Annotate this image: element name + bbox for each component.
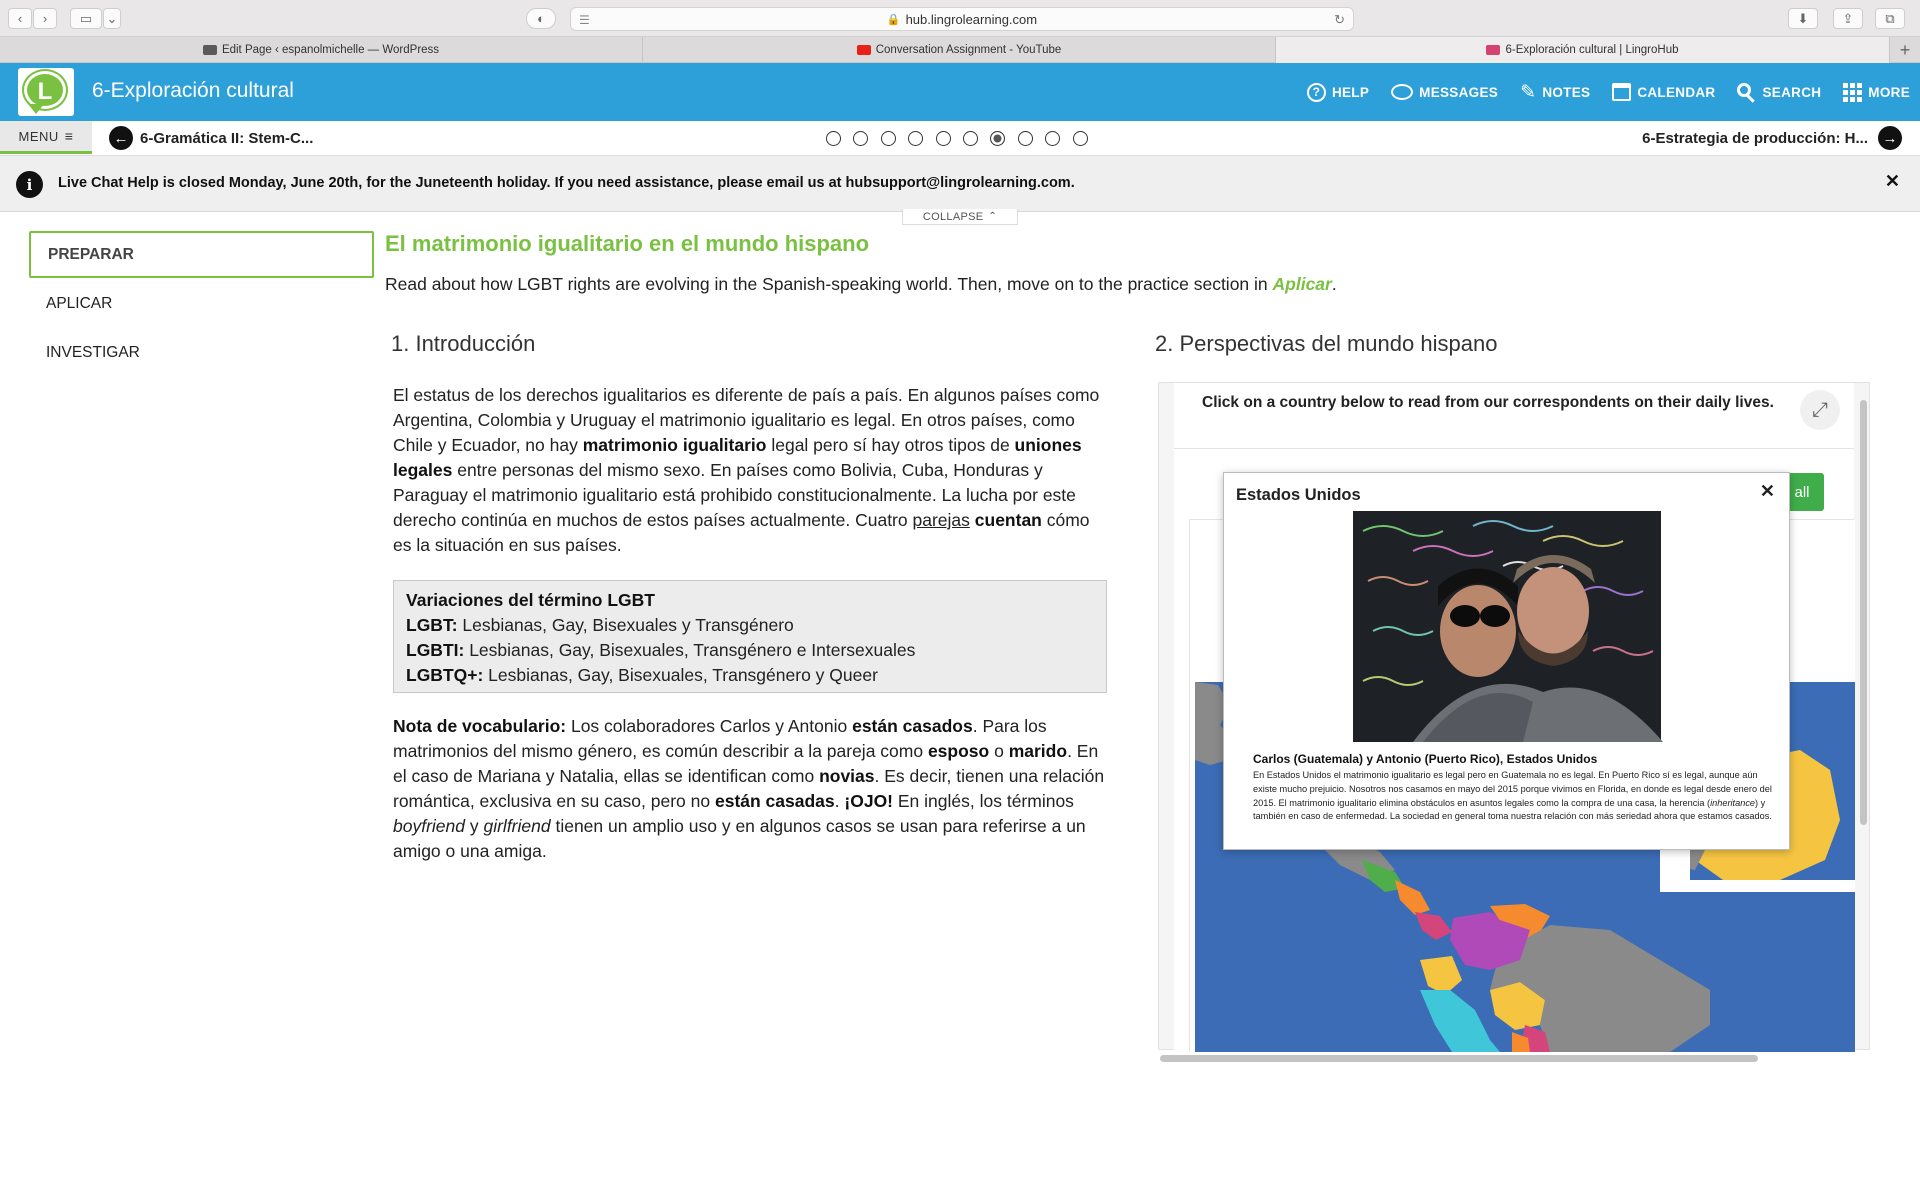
panel-divider [1174, 448, 1854, 449]
forward-button[interactable]: › [33, 8, 57, 29]
close-icon[interactable]: ✕ [1759, 481, 1775, 501]
header-nav [1285, 63, 1910, 121]
search-icon [1737, 83, 1756, 102]
logo-letter: L [37, 78, 53, 105]
map-tile-gap [1660, 880, 1855, 892]
intro-text: Read about how LGBT rights are evolving in the Spanish-speaking world. Then, move on to the practice section in [385, 274, 1273, 294]
section-item-investigar[interactable]: INVESTIGAR [46, 343, 140, 361]
lesson-intro [385, 274, 1337, 295]
alert-text: Live Chat Help is closed Monday, June 20th, for the Juneteenth holiday. If you need assistance, please email us at hubsupport@lingrolearning.com. [58, 175, 1075, 191]
page-dot[interactable] [881, 131, 896, 146]
page-dots [826, 131, 1100, 146]
back-button[interactable]: ‹ [8, 8, 32, 29]
page-dot[interactable] [1045, 131, 1060, 146]
youtube-icon [857, 45, 871, 55]
more-button[interactable] [1843, 83, 1910, 102]
lingrohub-icon [1486, 45, 1500, 55]
terms-box [393, 580, 1107, 693]
caption-italic: inheritance [1710, 797, 1756, 808]
browser-tab-youtube[interactable] [643, 37, 1276, 63]
help-icon: ? [1307, 83, 1326, 102]
vocabulary-note: Nota de vocabulario: Los colaboradores Carlos y Antonio están casados. Para los matrimonios del mismo género, es común describir a la pareja como esposo o marido. En el caso de Mariana y Natalia, ellas se identifican como novias. Es decir, tienen una relación romántica, exclusiva en su caso, pero no están casadas. ¡OJO! En inglés, los términos boyfriend y girlfriend tienen un amplio uso y en algunos casos se usan para referirse a un amigo o una amiga. [393, 716, 1105, 861]
terms-box-title: Variaciones del término LGBT [406, 590, 655, 610]
alert-banner [0, 156, 1920, 212]
page-title: 6-Exploración cultural [92, 79, 294, 102]
panel-instructions: Click on a country below to read from our correspondents on their daily lives. [1202, 394, 1774, 411]
hamburger-icon: ≡ [64, 128, 74, 144]
show-all-button[interactable]: all [1780, 473, 1824, 511]
page-dot[interactable] [908, 131, 923, 146]
lesson-nav [0, 121, 1920, 156]
term-label: LGBTI: [406, 640, 465, 660]
section-heading-perspectivas: 2. Perspectivas del mundo hispano [1155, 331, 1498, 356]
collapse-label: COLLAPSE [922, 210, 984, 223]
messages-button[interactable] [1391, 84, 1498, 100]
aplicar-link[interactable]: Aplicar [1272, 274, 1332, 294]
browser-toolbar [0, 0, 1920, 37]
couple-photo [1353, 511, 1661, 742]
notes-icon: ✎ [1520, 81, 1537, 103]
term-label: LGBTQ+: [406, 665, 484, 685]
help-button[interactable] [1307, 83, 1369, 102]
calendar-label: CALENDAR [1637, 84, 1716, 100]
popup-caption-body [1253, 769, 1777, 824]
new-tab-button[interactable]: + [1899, 39, 1911, 60]
menu-label: MENU [18, 128, 59, 144]
page-dot[interactable] [1073, 131, 1088, 146]
page-dot[interactable] [826, 131, 841, 146]
help-label: HELP [1331, 84, 1370, 100]
next-arrow-icon[interactable]: → [1878, 126, 1902, 150]
reload-icon[interactable]: ↻ [1334, 12, 1345, 27]
tab-strip [0, 37, 1920, 63]
messages-label: MESSAGES [1419, 84, 1499, 100]
more-label: MORE [1868, 84, 1910, 100]
section-heading-introduccion: 1. Introducción [391, 331, 536, 356]
intro-paragraph: El estatus de los derechos igualitarios es diferente de país a país. En algunos países como Argentina, Colombia y Uruguay el matrimonio igualitario es legal. En otros países, como Chile y Ecuador, no hay matrimonio igualitario legal pero sí hay otros tipos de uniones legales entre personas del mismo sexo. En países como Bolivia, Cuba, Honduras y Paraguay el matrimonio igualitario está prohibido constitucionalmente. La lucha por este derecho continúa en muchos de estos países actualmente. Cuatro parejas cuentan cómo es la situación en sus países. [393, 385, 1100, 555]
close-icon[interactable]: ✕ [1884, 171, 1900, 191]
menu-button[interactable] [0, 121, 92, 154]
popup-title: Estados Unidos [1236, 486, 1361, 504]
search-label: SEARCH [1762, 84, 1822, 100]
lesson-heading: El matrimonio igualitario en el mundo hispano [385, 231, 870, 256]
popup-caption-title: Carlos (Guatemala) y Antonio (Puerto Rico), Estados Unidos [1253, 752, 1598, 766]
search-button[interactable] [1737, 83, 1821, 102]
ocean-label: Océano Pacífico [1272, 1167, 1412, 1188]
url-text: hub.lingrolearning.com [905, 11, 1038, 27]
privacy-shield-icon[interactable]: ◐ [526, 8, 556, 29]
caption-text: ) y también en caso de enfermedad. La sociedad en general toma nuestra relación con más seriedad ahora que estamos casados. [1253, 797, 1772, 822]
wordpress-icon [203, 45, 217, 55]
info-icon: i [16, 171, 43, 198]
lock-icon: 🔒 [886, 13, 901, 26]
tab-label: 6-Exploración cultural | LingroHub [1505, 44, 1679, 56]
section-menu [29, 231, 374, 378]
intro-punctuation: . [1331, 274, 1337, 294]
tab-label: Edit Page ‹ espanolmichelle — WordPress [221, 44, 440, 56]
chevron-up-icon: ⌃ [988, 211, 998, 222]
tab-label: Conversation Assignment - YouTube [875, 44, 1062, 56]
next-lesson-link[interactable]: 6-Estrategia de producción: H... [1642, 130, 1868, 147]
chevron-down-icon[interactable]: ⌄ [103, 8, 121, 29]
browser-tab-wordpress[interactable] [0, 37, 643, 63]
section-item-preparar[interactable]: PREPARAR [29, 231, 374, 278]
previous-arrow-icon[interactable]: ← [109, 126, 133, 150]
previous-lesson-link[interactable]: 6-Gramática II: Stem-C... [140, 130, 314, 147]
section-item-aplicar[interactable]: APLICAR [46, 294, 113, 312]
page-dot[interactable] [936, 131, 951, 146]
term-label: LGBT: [406, 615, 458, 635]
messages-icon [1391, 84, 1413, 100]
page-dot[interactable] [853, 131, 868, 146]
calendar-button[interactable] [1612, 83, 1715, 101]
page-dot[interactable] [990, 131, 1005, 146]
expand-icon[interactable]: ⤢ [1800, 390, 1840, 430]
calendar-icon [1612, 83, 1631, 101]
term-definition: Lesbianas, Gay, Bisexuales, Transgénero e Intersexuales [464, 640, 916, 660]
lingro-logo[interactable] [18, 68, 74, 116]
horizontal-scrollbar[interactable] [1160, 1055, 1758, 1062]
parejas-link[interactable]: parejas [912, 510, 970, 530]
term-definition: Lesbianas, Gay, Bisexuales, Transgénero y Queer [483, 665, 878, 685]
collapse-button[interactable] [902, 209, 1018, 225]
term-definition: Lesbianas, Gay, Bisexuales y Transgénero [457, 615, 794, 635]
browser-tab-lingrohub[interactable] [1276, 37, 1890, 63]
grid-icon [1843, 83, 1862, 102]
share-icon[interactable]: ⇪ [1833, 8, 1863, 29]
country-popup [1223, 472, 1790, 850]
page-dot[interactable] [963, 131, 978, 146]
app-header [0, 63, 1920, 121]
notes-label: NOTES [1542, 84, 1591, 100]
address-bar[interactable] [570, 7, 1354, 31]
download-icon[interactable]: ⬇ [1788, 8, 1818, 29]
caption-text: En Estados Unidos el matrimonio igualitario es legal pero en Guatemala no es legal. En Puerto Rico sí es legal, aunque aún existe mucho prejuicio. Nosotros nos casamos en mayo del 2015 porque vivimos en Florida, en donde es legal desde enero del 2015. El matrimonio igualitario elimina obstáculos en asuntos legales como la compra de una casa, la herencia ( [1253, 770, 1772, 808]
page-dot[interactable] [1018, 131, 1033, 146]
vertical-scrollbar[interactable] [1860, 400, 1867, 825]
notes-button[interactable] [1520, 81, 1590, 104]
tabs-overview-icon[interactable]: ⧉ [1875, 8, 1905, 29]
reader-icon[interactable]: ☰ [579, 13, 590, 27]
sidebar-toggle-icon[interactable]: ▭ [70, 8, 102, 29]
